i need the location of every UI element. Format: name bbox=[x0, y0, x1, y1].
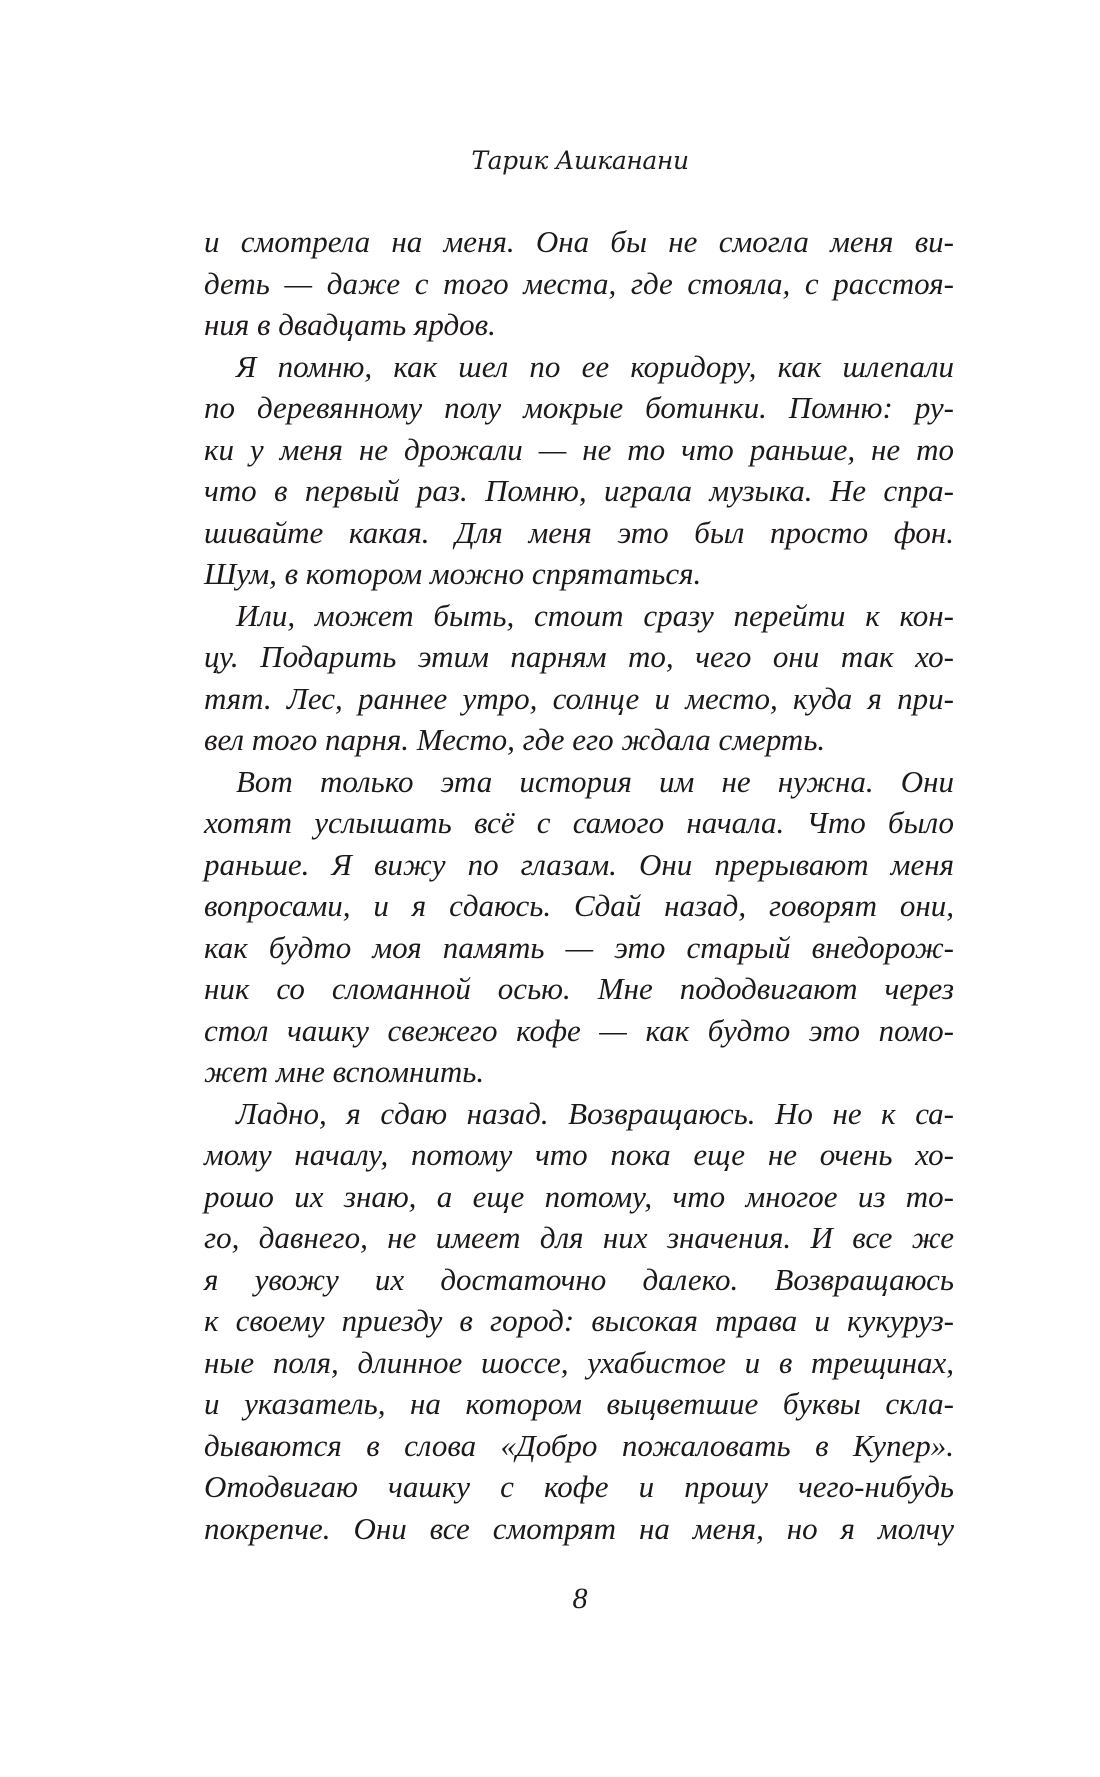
page-number: 8 bbox=[572, 1582, 588, 1615]
text-line: Шум, в котором можно спрятаться. bbox=[204, 556, 702, 591]
text-line: Вот только эта история им не нужна. Они bbox=[236, 763, 954, 799]
paragraph bbox=[204, 761, 954, 1093]
paragraph bbox=[204, 346, 954, 595]
text-line: раньше. Я вижу по глазам. Они прерывают меня bbox=[204, 846, 954, 882]
text-line: Или, может быть, стоит сразу перейти к кон- bbox=[236, 597, 954, 633]
text-line: рошо их знаю, а еще потому, что многое из то- bbox=[204, 1178, 954, 1214]
text-line: и смотрела на меня. Она бы не смогла меня ви- bbox=[204, 224, 954, 259]
text-line: к своему приезду в город: высокая трава и кукуруз- bbox=[204, 1303, 954, 1338]
text-line: ки у меня не дрожали — не то что раньше, не то bbox=[204, 431, 954, 467]
paragraph bbox=[204, 221, 954, 346]
text-line: что в первый раз. Помню, играла музыка. Не спра- bbox=[204, 473, 954, 508]
text-line: Отодвигаю чашку с кофе и прошу чего-нибудь bbox=[204, 1469, 954, 1504]
text-line: дываются в слова «Добро пожаловать в Купер». bbox=[204, 1427, 954, 1463]
running-head-author: Тарик Ашканани bbox=[471, 146, 689, 175]
text-line: стол чашку свежего кофе — как будто это помо- bbox=[204, 1012, 954, 1048]
text-line: шивайте какая. Для меня это был просто фон. bbox=[204, 514, 954, 550]
text-line: Я помню, как шел по ее коридору, как шлепали bbox=[236, 348, 954, 384]
text-line: ник со сломанной осью. Мне пододвигают через bbox=[204, 971, 954, 1006]
text-line: вел того парня. Место, где его ждала смерть. bbox=[204, 722, 826, 757]
text-line: и указатель, на котором выцветшие буквы скла- bbox=[204, 1386, 954, 1421]
text-line: цу. Подарить этим парням то, чего они так хо- bbox=[204, 639, 954, 674]
text-line: тят. Лес, раннее утро, солнце и место, куда я при- bbox=[204, 680, 954, 716]
paragraph bbox=[204, 1093, 954, 1550]
paragraph bbox=[204, 595, 954, 761]
text-line: го, давнего, не имеет для них значения. И все же bbox=[204, 1220, 954, 1255]
text-line: хотят услышать всё с самого начала. Что было bbox=[204, 805, 954, 840]
body-text bbox=[204, 221, 954, 1549]
text-line: покрепче. Они все смотрят на меня, но я молчу bbox=[204, 1510, 954, 1546]
text-line: ные поля, длинное шоссе, ухабистое и в трещинах, bbox=[204, 1344, 954, 1380]
text-line: ния в двадцать ярдов. bbox=[204, 307, 496, 342]
text-line: я увожу их достаточно далеко. Возвращаюсь bbox=[204, 1261, 954, 1297]
text-line: как будто моя память — это старый внедорож- bbox=[204, 929, 954, 965]
text-line: вопросами, и я сдаюсь. Сдай назад, говорят они, bbox=[204, 888, 954, 923]
text-line: деть — даже с того места, где стояла, с расстоя- bbox=[204, 265, 954, 301]
text-line: по деревянному полу мокрые ботинки. Помню: ру- bbox=[204, 390, 954, 425]
text-line: Ладно, я сдаю назад. Возвращаюсь. Но не к са- bbox=[236, 1095, 954, 1131]
text-line: жет мне вспомнить. bbox=[204, 1054, 485, 1089]
text-line: мому началу, потому что пока еще не очень хо- bbox=[204, 1137, 954, 1172]
